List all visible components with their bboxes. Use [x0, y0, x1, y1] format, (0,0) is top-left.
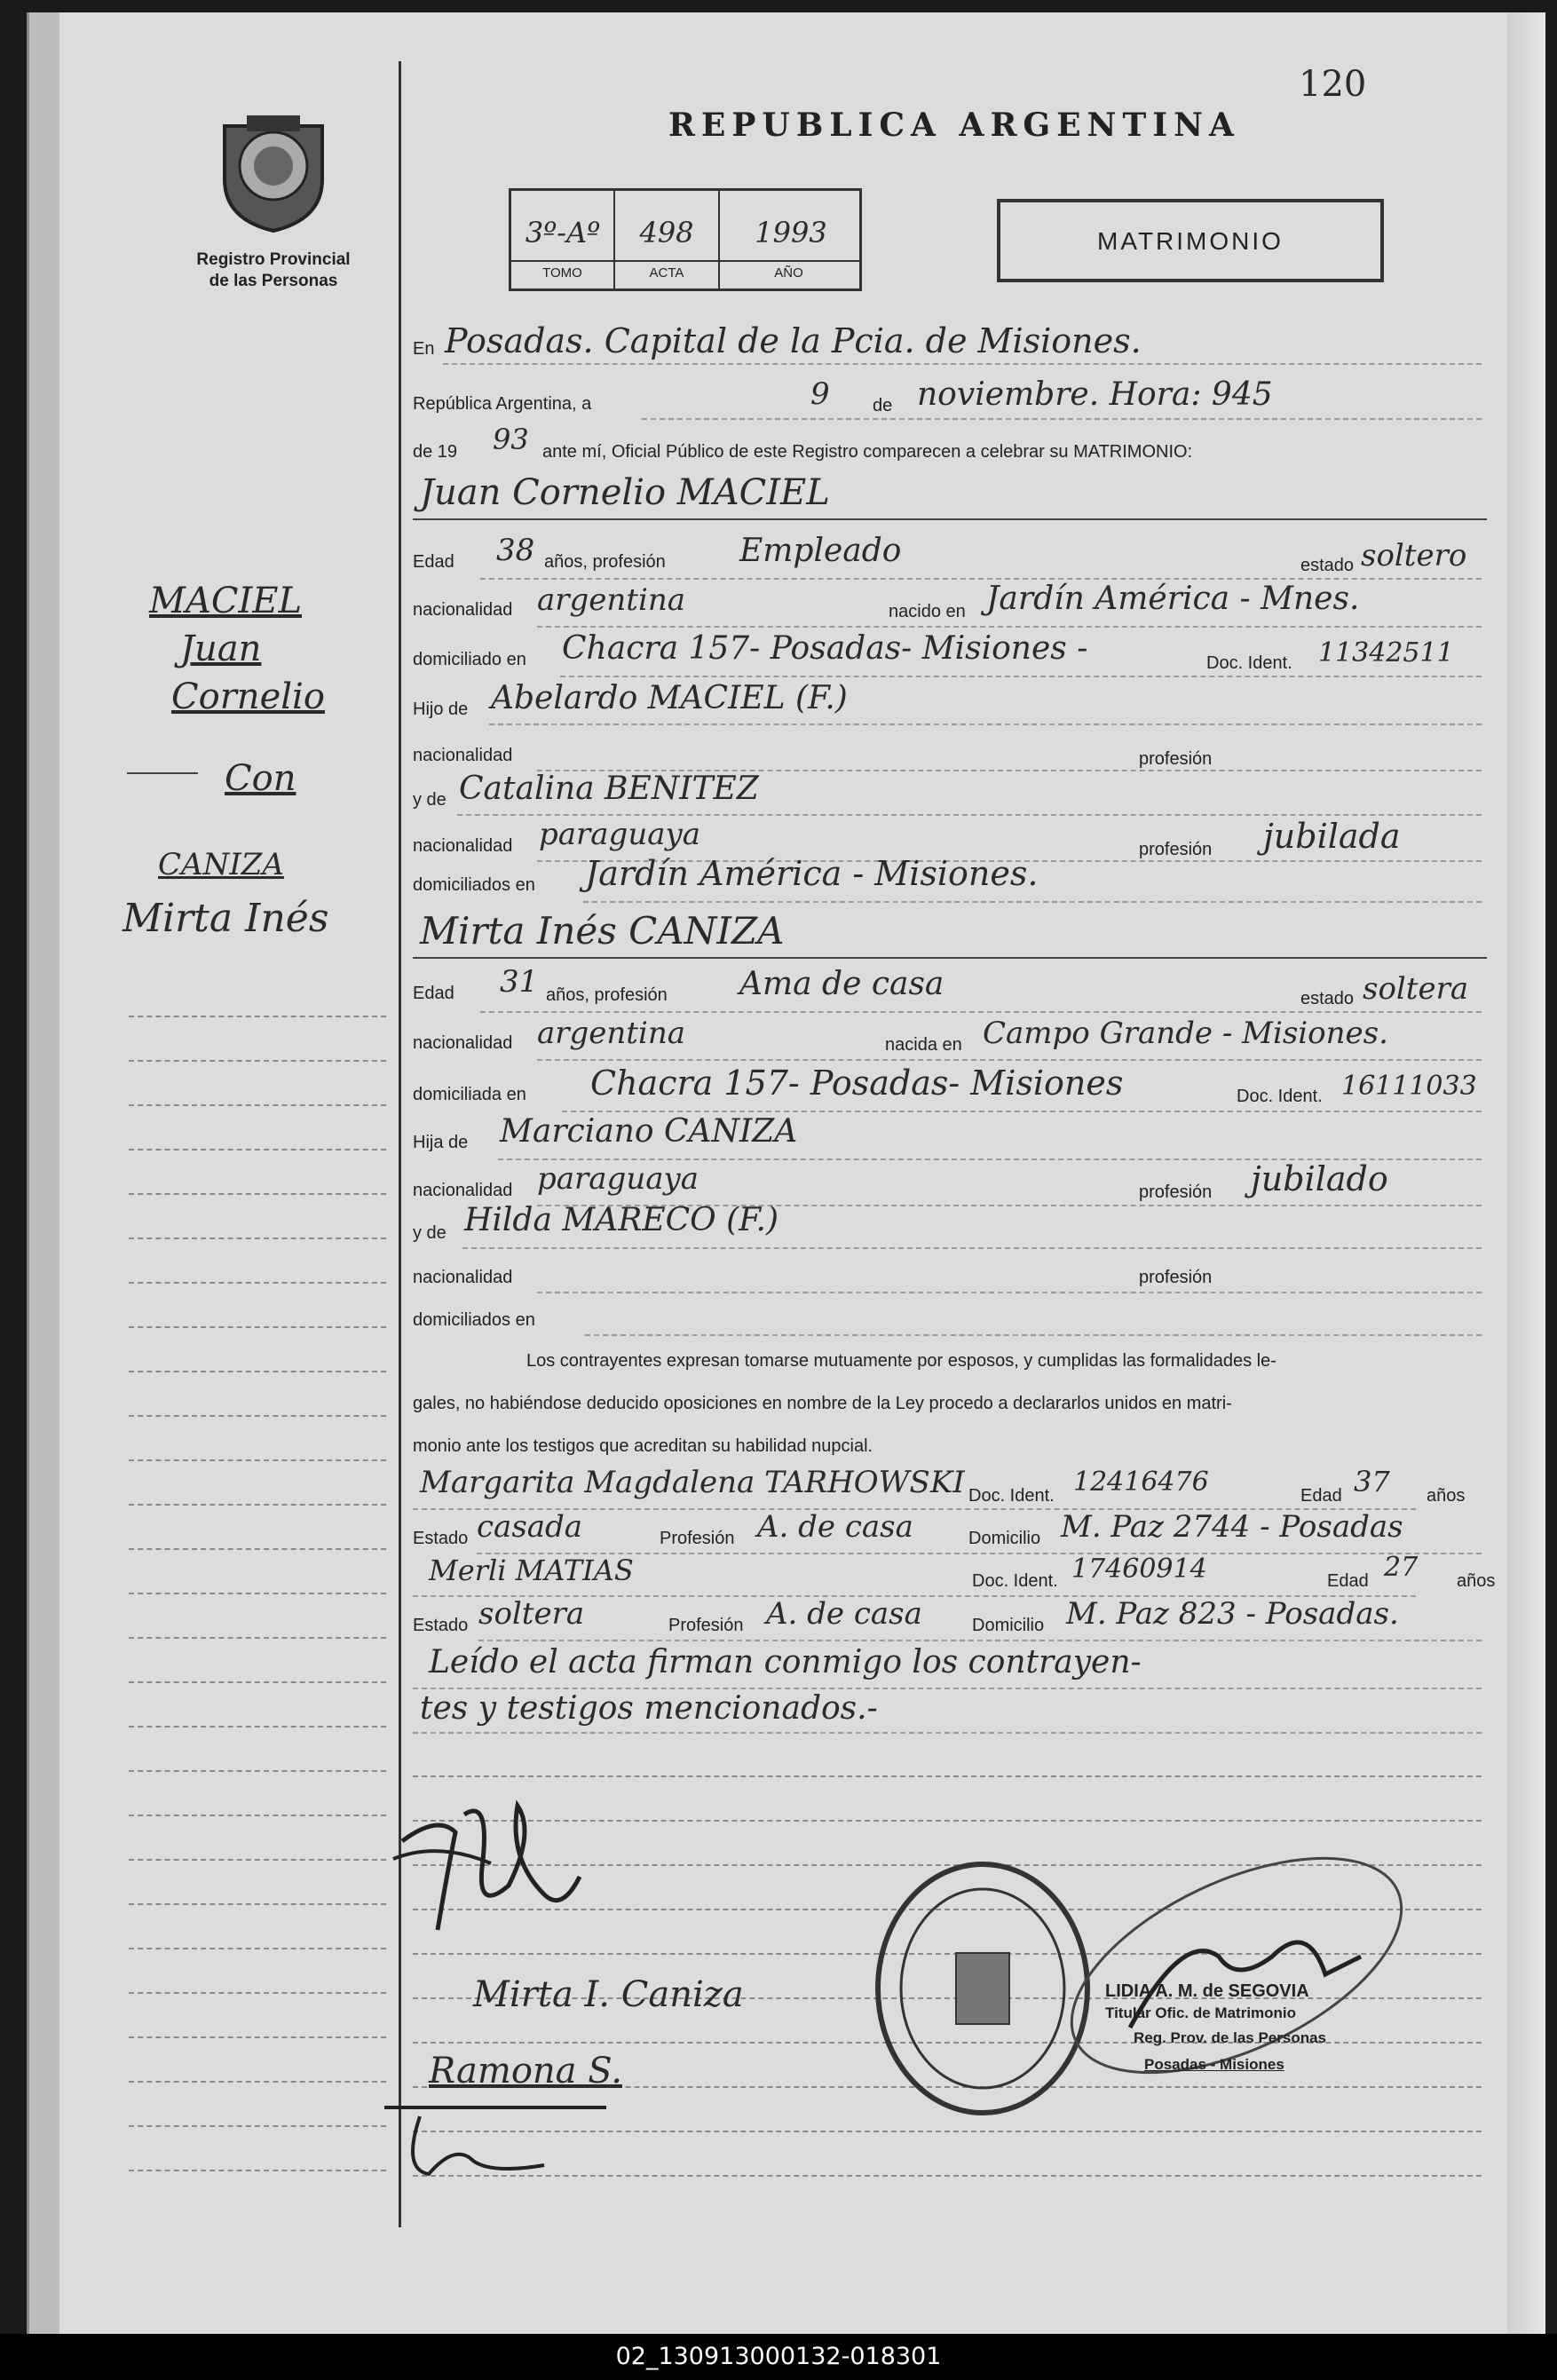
witness2-name: Merli MATIAS — [429, 1554, 634, 1587]
closing-line-2: tes y testigos mencionados.- — [420, 1690, 878, 1727]
margin-second-name: Cornelio — [171, 676, 325, 717]
place-value: Posadas. Capital de la Pcia. de Misiones. — [445, 321, 1142, 360]
act-type-label: MATRIMONIO — [1097, 227, 1284, 255]
witness1-domicilio-label: Domicilio — [968, 1529, 1041, 1548]
bride-domicilio-value: Chacra 157- Posadas- Misiones — [590, 1063, 1124, 1103]
witness1-doc-value: 12416476 — [1073, 1467, 1209, 1498]
groom-estado-label: estado — [1300, 556, 1355, 575]
bride-prof-padre-value: jubilado — [1251, 1159, 1388, 1198]
anio-label: AÑO — [774, 265, 803, 281]
groom-nac-padre-label: nacionalidad — [413, 746, 513, 765]
bride-name: Mirta Inés CANIZA — [420, 909, 785, 953]
tomo-label: TOMO — [542, 265, 582, 281]
bride-nacida-value: Campo Grande - Misiones. — [983, 1016, 1388, 1051]
groom-name-rule — [413, 518, 1487, 520]
witness2-doc-value: 17460914 — [1071, 1554, 1207, 1585]
bride-estado-label: estado — [1300, 989, 1355, 1008]
bride-nacida-label: nacida en — [885, 1035, 962, 1055]
bride-dom-padres-label: domiciliados en — [413, 1310, 535, 1330]
groom-doc-label: Doc. Ident. — [1206, 653, 1292, 673]
year-value: 93 — [493, 423, 529, 456]
formula-line-1: Los contrayentes expresan tomarse mutuamente por esposos, y cumplidas las formalidades le- — [526, 1351, 1276, 1371]
groom-nac-madre-value: paraguaya — [539, 817, 700, 852]
provincial-emblem — [207, 108, 340, 233]
witness1-edad-value: 37 — [1354, 1465, 1390, 1498]
official-signature — [1059, 1823, 1467, 2090]
witness1-edad-label: Edad — [1300, 1486, 1342, 1506]
groom-name: Juan Cornelio MACIEL — [420, 472, 830, 513]
register-number-box — [509, 188, 862, 291]
groom-nacido-label: nacido en — [889, 602, 966, 621]
act-type-box — [997, 199, 1384, 282]
formula-line-3: monio ante los testigos que acreditan su habilidad nupcial. — [413, 1436, 873, 1456]
page-number: 120 — [1299, 64, 1367, 105]
groom-edad-value: 38 — [496, 533, 535, 568]
witness1-domicilio-value: M. Paz 2744 - Posadas — [1061, 1509, 1403, 1545]
bride-nacionalidad-label: nacionalidad — [413, 1033, 513, 1053]
groom-profesion-value: Empleado — [739, 533, 902, 569]
bride-nac-madre-label: nacionalidad — [413, 1268, 513, 1287]
bride-profesion-value: Ama de casa — [739, 966, 944, 1002]
groom-padre-value: Abelardo MACIEL (F.) — [491, 680, 848, 716]
witness1-profesion-label: Profesión — [660, 1529, 735, 1548]
witness1-doc-label: Doc. Ident. — [968, 1486, 1055, 1506]
bride-madre-label: y de — [413, 1223, 447, 1243]
registry-title-line1: Registro Provincial — [196, 250, 351, 269]
day-value: 9 — [810, 376, 830, 412]
margin-con: Con — [225, 758, 296, 799]
witness2-estado-value: soltera — [478, 1596, 585, 1632]
witness2-domicilio-value: M. Paz 823 - Posadas. — [1066, 1596, 1399, 1632]
margin-surname: MACIEL — [149, 581, 303, 621]
witness1-profesion-value: A. de casa — [757, 1509, 913, 1545]
witness1-signature: Ramona S. — [429, 2051, 622, 2091]
acta-value: 498 — [639, 216, 694, 249]
witness2-doc-label: Doc. Ident. — [972, 1571, 1058, 1591]
page-edge — [1507, 12, 1545, 2334]
month-hour-value: noviembre. Hora: 945 — [917, 376, 1273, 413]
margin-bride-name: Mirta Inés — [123, 896, 329, 941]
witness1-anos-label: años — [1427, 1486, 1466, 1506]
bride-doc-value: 16111033 — [1341, 1071, 1477, 1102]
groom-domicilio-value: Chacra 157- Posadas- Misiones - — [562, 630, 1088, 667]
bride-nacionalidad-value: argentina — [537, 1016, 686, 1051]
binding-edge — [29, 12, 59, 2334]
witness2-edad-value: 27 — [1384, 1552, 1419, 1583]
groom-domicilio-label: domiciliado en — [413, 650, 526, 669]
anio-value: 1993 — [755, 216, 827, 249]
bride-prof-madre-label: profesión — [1139, 1268, 1213, 1287]
bride-estado-value: soltera — [1363, 971, 1469, 1007]
witness2-anos-label: años — [1457, 1571, 1496, 1591]
bride-edad-label: Edad — [413, 984, 454, 1003]
en-label: En — [413, 339, 435, 359]
bride-profesion-label: años, profesión — [546, 985, 668, 1005]
witness1-name: Margarita Magdalena TARHOWSKI — [420, 1465, 965, 1500]
groom-estado-value: soltero — [1361, 538, 1467, 573]
bride-doc-label: Doc. Ident. — [1237, 1087, 1323, 1106]
witness2-edad-label: Edad — [1327, 1571, 1369, 1591]
groom-hijo-label: Hijo de — [413, 700, 469, 719]
scan-filename-caption: 02_130913000132-018301 — [0, 2334, 1557, 2380]
bride-edad-value: 31 — [500, 964, 539, 1000]
bride-prof-padre-label: profesión — [1139, 1182, 1213, 1202]
groom-nac-madre-label: nacionalidad — [413, 836, 513, 856]
groom-signature — [384, 1779, 597, 1957]
witness1-estado-label: Estado — [413, 1529, 469, 1548]
country-header: REPUBLICA ARGENTINA — [668, 107, 1240, 144]
groom-prof-padre-label: profesión — [1139, 749, 1213, 769]
bride-nac-padre-value: paraguaya — [537, 1161, 699, 1197]
bride-signature: Mirta I. Caniza — [473, 1974, 744, 2015]
registry-title-line2: de las Personas — [209, 272, 338, 290]
intro-sentence: ante mí, Oficial Público de este Registro comparecen a celebrar su MATRIMONIO: — [542, 442, 1193, 462]
groom-profesion-label: años, profesión — [544, 552, 666, 572]
groom-doc-value: 11342511 — [1318, 637, 1454, 668]
bride-hija-label: Hija de — [413, 1133, 469, 1152]
witness2-profesion-label: Profesión — [668, 1616, 744, 1635]
groom-dom-padres-label: domiciliados en — [413, 875, 535, 895]
official-stamp-city: Posadas - Misiones — [1144, 2056, 1284, 2073]
closing-line-1: Leído el acta firman conmigo los contrayen- — [429, 1644, 1142, 1680]
groom-nacionalidad-value: argentina — [537, 582, 686, 618]
bride-madre-value: Hilda MARECO (F.) — [464, 1202, 779, 1238]
margin-rule — [127, 772, 198, 774]
groom-prof-madre-value: jubilada — [1263, 817, 1401, 856]
republica-label: República Argentina, a — [413, 394, 592, 414]
margin-first-name: Juan — [180, 629, 262, 669]
groom-edad-label: Edad — [413, 552, 454, 572]
groom-nacionalidad-label: nacionalidad — [413, 600, 513, 620]
witness2-profesion-value: A. de casa — [766, 1596, 922, 1632]
groom-nacido-value: Jardín América - Mnes. — [986, 581, 1360, 617]
bride-domicilio-label: domiciliada en — [413, 1085, 526, 1104]
margin-bride-surname: CANIZA — [158, 847, 284, 882]
bride-name-rule — [413, 957, 1487, 959]
groom-dom-padres-value: Jardín América - Misiones. — [585, 854, 1039, 893]
official-stamp-name: LIDIA A. M. de SEGOVIA — [1105, 1981, 1309, 2001]
tomo-value: 3º-Aº — [525, 216, 601, 249]
official-stamp-registry: Reg. Prov. de las Personas — [1134, 2029, 1326, 2046]
groom-prof-madre-label: profesión — [1139, 840, 1213, 859]
official-stamp-title: Titular Ofic. de Matrimonio — [1105, 2004, 1297, 2021]
acta-label: ACTA — [649, 265, 684, 281]
witness2-signature — [367, 2090, 633, 2187]
bride-nac-padre-label: nacionalidad — [413, 1181, 513, 1200]
formula-line-2: gales, no habiéndose deducido oposiciones en nombre de la Ley procedo a declararlos unidos en matri- — [413, 1394, 1232, 1413]
groom-madre-label: y de — [413, 790, 447, 810]
witness2-domicilio-label: Domicilio — [972, 1616, 1045, 1635]
groom-madre-value: Catalina BENITEZ — [459, 771, 759, 807]
witness1-estado-value: casada — [477, 1509, 583, 1545]
bride-padre-value: Marciano CANIZA — [500, 1113, 798, 1150]
de-label: de — [873, 396, 893, 415]
register-page — [27, 12, 1545, 2334]
witness2-estado-label: Estado — [413, 1616, 469, 1635]
year-prefix: de 19 — [413, 442, 458, 462]
